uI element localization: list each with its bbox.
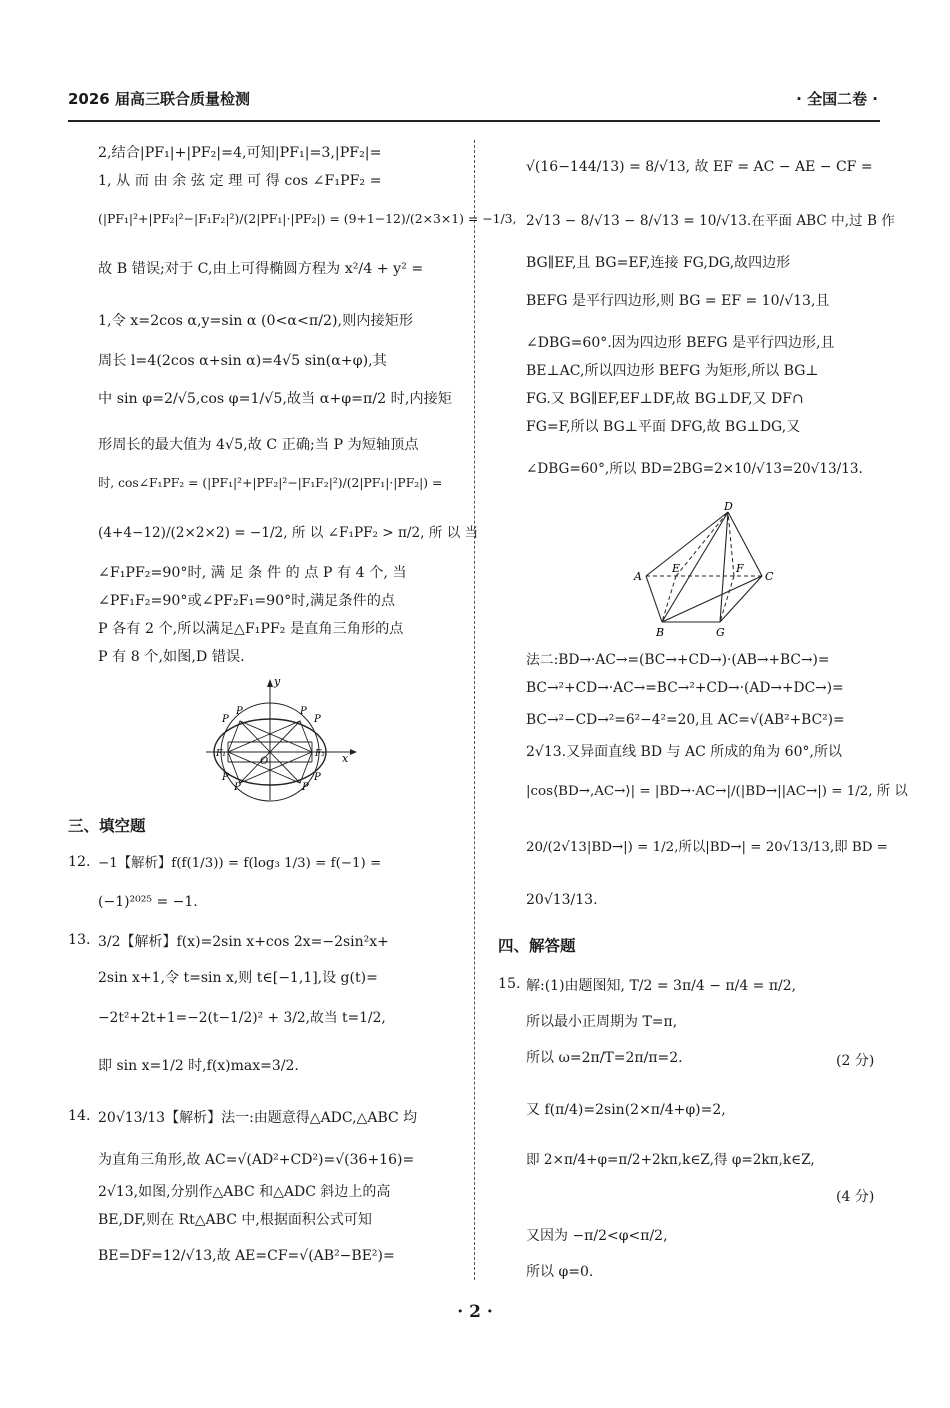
text-line: 即 sin x=1/2 时,f(x)max=3/2. [98, 1058, 299, 1074]
text-line: (|PF₁|²+|PF₂|²−|F₁F₂|²)/(2|PF₁|·|PF₂|) = (9+1−12)/(2×3×1) = −1/3, [98, 211, 517, 226]
x-axis-arrow-icon [350, 749, 357, 755]
x-axis-label: x [342, 752, 349, 765]
text-line: BC→²+CD→·AC→=BC→²+CD→·(AD→+DC→)= [526, 680, 844, 696]
vertex-label: A [634, 570, 642, 583]
text-line: P 各有 2 个,所以满足△F₁PF₂ 是直角三角形的点 [98, 621, 404, 637]
point-label: P [222, 714, 229, 725]
text-line: ∠DBG=60°.因为四边形 BEFG 是平行四边形,且 [526, 335, 835, 351]
question-number: 13. [68, 932, 91, 948]
score-mark: (2 分) [836, 1053, 875, 1069]
section-title: 三、填空题 [68, 817, 146, 835]
vertex-label: D [724, 500, 733, 513]
question-number: 14. [68, 1108, 91, 1124]
text-line: ∠F₁PF₂=90°时, 满 足 条 件 的 点 P 有 4 个, 当 [98, 565, 407, 581]
point-label: P [300, 706, 307, 717]
text-line: 又因为 −π/2<φ<π/2, [526, 1228, 668, 1244]
text-line: 2,结合|PF₁|+|PF₂|=4,可知|PF₁|=3,|PF₂|= [98, 145, 382, 161]
text-line: BEFG 是平行四边形,则 BG = EF = 10/√13,且 [526, 293, 830, 309]
y-axis-arrow-icon [267, 679, 273, 687]
text-line: |cos⟨BD→,AC→⟩| = |BD→·AC→|/(|BD→||AC→|) = 1/2, 所 以 [526, 784, 908, 799]
text-line: BE=DF=12/√13,故 AE=CF=√(AB²−BE²)= [98, 1248, 395, 1264]
vertex-label: G [716, 626, 725, 639]
text-line: ∠PF₁F₂=90°或∠PF₂F₁=90°时,满足条件的点 [98, 593, 396, 609]
page-number: · 2 · [457, 1302, 493, 1322]
vertex-label: C [765, 570, 774, 583]
column-divider [474, 140, 475, 1280]
point-label: P [314, 772, 321, 783]
text-line: BG∥EF,且 BG=EF,连接 FG,DG,故四边形 [526, 255, 791, 271]
score-mark: (4 分) [836, 1189, 875, 1205]
text-line: 所以 φ=0. [526, 1264, 594, 1280]
question-number: 12. [68, 854, 91, 870]
text-line: 所以 ω=2π/T=2π/π=2. [526, 1050, 683, 1066]
text-line: 1, 从 而 由 余 弦 定 理 可 得 cos ∠F₁PF₂ = [98, 173, 382, 189]
vertex-label: E [672, 562, 681, 575]
text-line: 时, cos∠F₁PF₂ = (|PF₁|²+|PF₂|²−|F₁F₂|²)/(2|PF₁|·|PF₂|) = [98, 476, 443, 490]
vertex-label: F [736, 562, 744, 575]
text-line: P 有 8 个,如图,D 错误. [98, 649, 245, 665]
text-line: 20/(2√13|BD→|) = 1/2,所以|BD→| = 20√13/13,即 BD = [526, 840, 888, 855]
text-line: 周长 l=4(2cos α+sin α)=4√5 sin(α+φ),其 [98, 353, 387, 369]
point-label: P [236, 706, 243, 717]
point-label: P [222, 772, 229, 783]
text-line: −2t²+2t+1=−2(t−1/2)² + 3/2,故当 t=1/2, [98, 1010, 386, 1026]
text-line: 为直角三角形,故 AC=√(AD²+CD²)=√(36+16)= [98, 1152, 415, 1168]
text-line: 20√13/13. [526, 892, 598, 908]
vertex-label: B [656, 626, 665, 639]
focus-left-label: F₁ [216, 749, 226, 759]
point-label: P [234, 782, 241, 793]
header-edition: · 全国二卷 · [796, 90, 878, 108]
text-line: √(16−144/13) = 8/√13, 故 EF = AC − AE − CF = [526, 159, 873, 175]
text-line: 形周长的最大值为 4√5,故 C 正确;当 P 为短轴顶点 [98, 437, 419, 453]
text-line: 2√13,如图,分别作△ABC 和△ADC 斜边上的高 [98, 1184, 391, 1200]
section-title: 四、解答题 [498, 937, 576, 955]
point-label: P [314, 714, 321, 725]
origin-label: O [260, 756, 269, 767]
focus-right-label: F₂ [315, 749, 325, 759]
text-line: FG.又 BG∥EF,EF⊥DF,故 BG⊥DF,又 DF∩ [526, 391, 804, 407]
text-line: 2√13.又异面直线 BD 与 AC 所成的角为 60°,所以 [526, 744, 842, 760]
text-line: FG=F,所以 BG⊥平面 DFG,故 BG⊥DG,又 [526, 419, 801, 435]
text-line: 2√13 − 8/√13 − 8/√13 = 10/√13.在平面 ABC 中,过 B 作 [526, 213, 895, 229]
text-line: 中 sin φ=2/√5,cos φ=1/√5,故当 α+φ=π/2 时,内接矩 [98, 391, 452, 407]
text-line: (4+4−12)/(2×2×2) = −1/2, 所 以 ∠F₁PF₂ > π/2, 所 以 当 [98, 525, 479, 541]
header-title: 2026 届高三联合质量检测 [68, 90, 250, 108]
text-line: 1,令 x=2cos α,y=sin α (0<α<π/2),则内接矩形 [98, 313, 414, 329]
text-line: 又 f(π/4)=2sin(2×π/4+φ)=2, [526, 1102, 726, 1118]
text-line: BE⊥AC,所以四边形 BEFG 为矩形,所以 BG⊥ [526, 363, 819, 379]
header-rule [68, 120, 880, 122]
text-line: BC→²−CD→²=6²−4²=20,且 AC=√(AB²+BC²)= [526, 712, 845, 728]
point-label: P [302, 782, 309, 793]
text-line: 解:(1)由题图知, T/2 = 3π/4 − π/4 = π/2, [526, 978, 797, 994]
text-line: 所以最小正周期为 T=π, [526, 1014, 678, 1030]
text-line: (−1)²⁰²⁵ = −1. [98, 894, 198, 910]
text-line: −1【解析】f(f(1/3)) = f(log₃ 1/3) = f(−1) = [98, 856, 382, 871]
text-line: 即 2×π/4+φ=π/2+2kπ,k∈Z,得 φ=2kπ,k∈Z, [526, 1152, 815, 1168]
text-line: 2sin x+1,令 t=sin x,则 t∈[−1,1],设 g(t)= [98, 970, 378, 986]
y-axis-label: y [274, 676, 281, 688]
text-line: 3/2【解析】f(x)=2sin x+cos 2x=−2sin²x+ [98, 934, 389, 950]
question-number: 15. [498, 976, 521, 992]
text-line: 故 B 错误;对于 C,由上可得椭圆方程为 x²/4 + y² = [98, 261, 424, 277]
text-line: 法二:BD→·AC→=(BC→+CD→)·(AB→+BC→)= [526, 652, 830, 668]
text-line: BE,DF,则在 Rt△ABC 中,根据面积公式可知 [98, 1212, 372, 1228]
ellipse-figure [200, 676, 360, 804]
text-line: ∠DBG=60°,所以 BD=2BG=2×10/√13=20√13/13. [526, 461, 863, 477]
solid-figure [628, 500, 788, 644]
text-line: 20√13/13【解析】法一:由题意得△ADC,△ABC 均 [98, 1110, 418, 1126]
